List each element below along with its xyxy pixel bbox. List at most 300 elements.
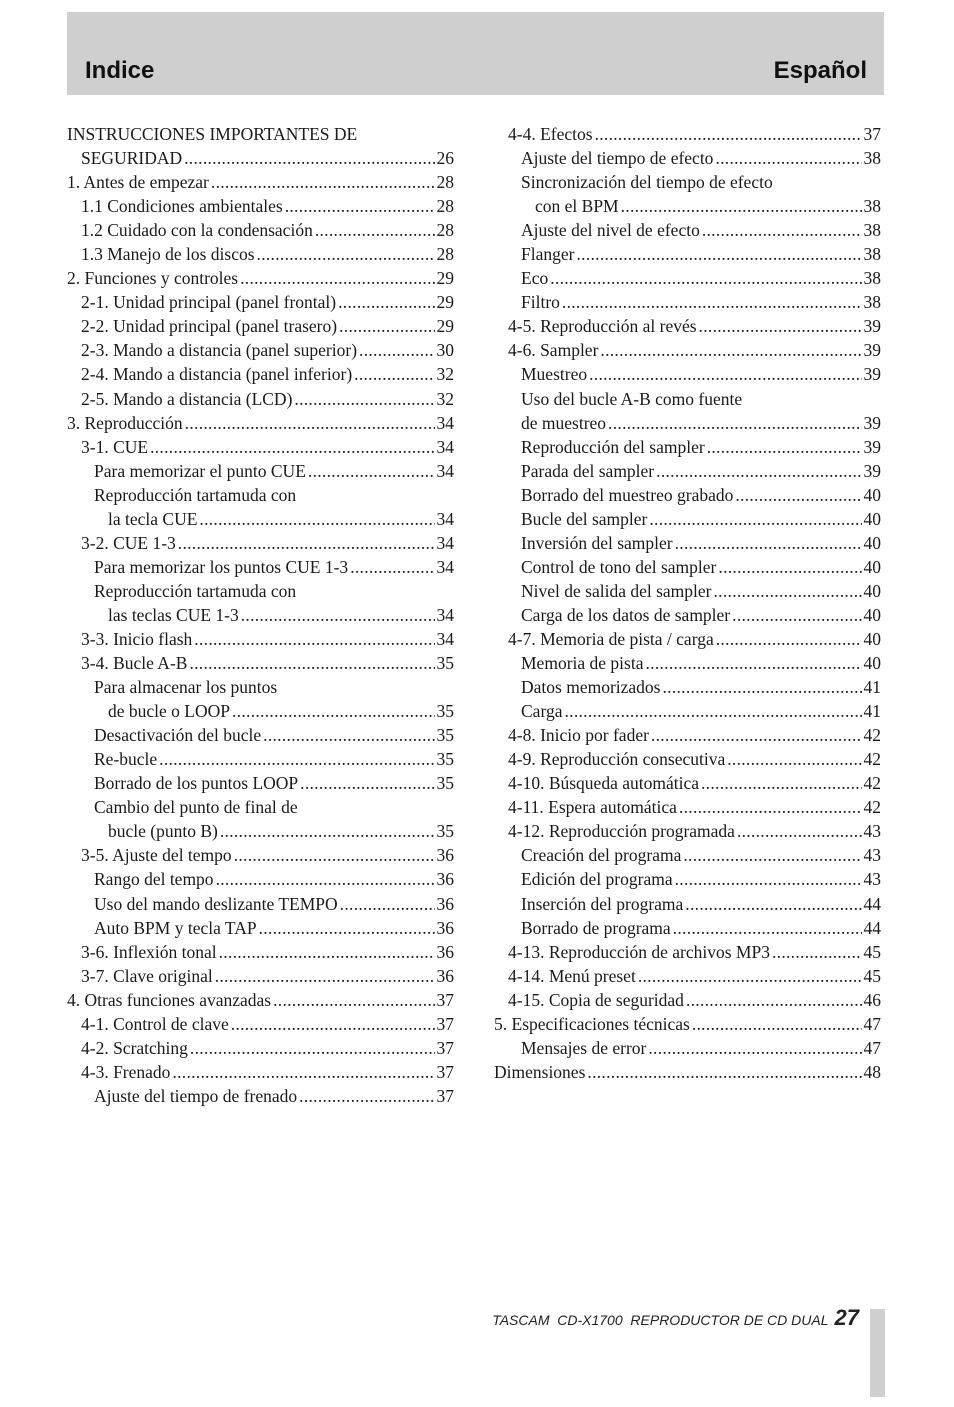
toc-entry-label: 2-2. Unidad principal (panel trasero) <box>81 316 338 337</box>
toc-dot-leader <box>159 747 434 771</box>
toc-entry-page: 37 <box>436 1061 454 1082</box>
toc-entry <box>67 771 454 795</box>
toc-dot-leader <box>189 651 434 675</box>
toc-entry-label: Creación del programa <box>521 845 682 866</box>
toc-entry-page: 32 <box>436 364 454 385</box>
toc-entry-page: 40 <box>863 508 881 529</box>
toc-entry-page: 35 <box>436 701 454 722</box>
toc-dot-leader <box>737 819 862 843</box>
toc-entry-label: Carga de los datos de sampler <box>521 604 731 625</box>
toc-entry <box>494 940 881 964</box>
toc-dot-leader <box>656 459 861 483</box>
toc-entry-label: Borrado de los puntos LOOP <box>94 773 299 794</box>
toc-entry <box>67 819 454 843</box>
toc-entry-page: 40 <box>863 556 881 577</box>
toc-entry <box>67 362 454 386</box>
toc-entry-label: de bucle o LOOP <box>108 701 230 722</box>
toc-entry <box>494 867 881 891</box>
toc-entry-label: la tecla CUE <box>108 508 198 529</box>
toc-dot-leader <box>550 266 861 290</box>
toc-dot-leader <box>727 747 861 771</box>
toc-entry <box>67 675 454 699</box>
toc-dot-leader <box>215 964 435 988</box>
toc-entry-label: 4-9. Reproducción consecutiva <box>508 749 726 770</box>
toc-entry <box>494 627 881 651</box>
toc-dot-leader <box>651 723 862 747</box>
toc-entry-label: 3-4. Bucle A-B <box>81 653 188 674</box>
toc-entry-page: 40 <box>863 532 881 553</box>
toc-entry-label: 4. Otras funciones avanzadas <box>67 989 272 1010</box>
toc-entry-page: 41 <box>863 701 881 722</box>
toc-dot-leader <box>662 675 861 699</box>
toc-entry-label: Mensajes de error <box>521 1037 647 1058</box>
toc-entry-label: 3-2. CUE 1-3 <box>81 532 176 553</box>
toc-entry <box>67 507 454 531</box>
toc-entry-label: 2-4. Mando a distancia (panel inferior) <box>81 364 353 385</box>
toc-entry <box>494 579 881 603</box>
toc-dot-leader <box>315 218 435 242</box>
toc-entry <box>67 627 454 651</box>
toc-dot-leader <box>232 699 435 723</box>
header-title-indice: Indice <box>85 57 155 84</box>
toc-dot-leader <box>194 627 434 651</box>
toc-entry <box>494 603 881 627</box>
toc-entry <box>494 194 881 218</box>
toc-entry <box>494 266 881 290</box>
toc-entry-page: 29 <box>436 292 454 313</box>
toc-entry-label: 3-7. Clave original <box>81 965 213 986</box>
toc-dot-leader <box>220 819 435 843</box>
toc-entry <box>494 1012 881 1036</box>
toc-entry-page: 38 <box>863 196 881 217</box>
toc-dot-leader <box>184 146 434 170</box>
toc-entry-label: 1.1 Condiciones ambientales <box>81 196 283 217</box>
toc-dot-leader <box>718 555 861 579</box>
toc-entry-page: 39 <box>863 412 881 433</box>
toc-entry <box>67 699 454 723</box>
toc-entry-label: 4-13. Reproducción de archivos MP3 <box>508 941 770 962</box>
toc-entry-page: 30 <box>436 340 454 361</box>
toc-entry <box>494 916 881 940</box>
toc-entry <box>67 603 454 627</box>
toc-entry <box>494 795 881 819</box>
toc-entry <box>494 1036 881 1060</box>
toc-entry-page: 37 <box>436 1085 454 1106</box>
toc-dot-leader <box>340 892 435 916</box>
toc-entry <box>494 843 881 867</box>
toc-entry-page: 37 <box>436 989 454 1010</box>
toc-dot-leader <box>673 916 862 940</box>
toc-entry <box>67 651 454 675</box>
toc-entry-page: 35 <box>436 653 454 674</box>
toc-entry <box>67 1012 454 1036</box>
toc-entry <box>494 675 881 699</box>
toc-column-right <box>494 122 881 1084</box>
toc-dot-leader <box>190 1036 435 1060</box>
toc-entry-page: 35 <box>436 725 454 746</box>
toc-dot-leader <box>150 435 434 459</box>
toc-entry-label: Ajuste del tiempo de frenado <box>94 1085 298 1106</box>
toc-entry-label: Borrado del muestreo grabado <box>521 484 734 505</box>
toc-dot-leader <box>338 290 434 314</box>
toc-entry-page: 47 <box>863 1037 881 1058</box>
toc-entry-label: Nivel de salida del sampler <box>521 580 712 601</box>
toc-entry-label: Parada del sampler <box>521 460 655 481</box>
toc-entry <box>67 459 454 483</box>
toc-entry-label: 4-6. Sampler <box>508 340 599 361</box>
toc-entry <box>494 387 881 411</box>
toc-entry <box>494 819 881 843</box>
toc-entry-label: Uso del bucle A-B como fuente <box>521 388 743 409</box>
toc-entry-label: Inserción del programa <box>521 893 684 914</box>
toc-dot-leader <box>273 988 434 1012</box>
toc-entry <box>67 483 454 507</box>
toc-dot-leader <box>263 723 434 747</box>
toc-entry-label: de muestreo <box>521 412 607 433</box>
toc-entry <box>67 122 454 146</box>
toc-dot-leader <box>648 1036 861 1060</box>
toc-entry-label: 4-2. Scratching <box>81 1037 188 1058</box>
toc-dot-leader <box>219 940 435 964</box>
toc-entry-page: 42 <box>863 797 881 818</box>
page-footer <box>492 1305 859 1331</box>
toc-dot-leader <box>715 146 861 170</box>
toc-entry <box>67 338 454 362</box>
toc-entry <box>67 531 454 555</box>
toc-dot-leader <box>564 699 861 723</box>
toc-entry-page: 41 <box>863 677 881 698</box>
toc-dot-leader <box>600 338 861 362</box>
toc-entry-label: 4-12. Reproducción programada <box>508 821 735 842</box>
toc-dot-leader <box>701 771 862 795</box>
toc-entry-page: 32 <box>436 388 454 409</box>
toc-entry-label: Para almacenar los puntos <box>94 677 278 698</box>
toc-entry-label: Reproducción tartamuda con <box>94 484 297 505</box>
toc-entry <box>494 699 881 723</box>
toc-entry-label: 2-1. Unidad principal (panel frontal) <box>81 292 337 313</box>
toc-dot-leader <box>683 843 861 867</box>
toc-dot-leader <box>234 843 435 867</box>
toc-dot-leader <box>732 603 861 627</box>
toc-dot-leader <box>308 459 435 483</box>
toc-entry <box>494 988 881 1012</box>
toc-entry-label: Para memorizar los puntos CUE 1-3 <box>94 556 349 577</box>
toc-entry-label: 3-3. Inicio flash <box>81 628 193 649</box>
toc-dot-leader <box>702 218 862 242</box>
toc-entry <box>494 747 881 771</box>
toc-entry-page: 34 <box>436 604 454 625</box>
toc-entry-page: 38 <box>863 244 881 265</box>
toc-dot-leader <box>199 507 434 531</box>
toc-entry-page: 40 <box>863 628 881 649</box>
toc-entry-label: 4-10. Búsqueda automática <box>508 773 699 794</box>
toc-entry-page: 39 <box>863 340 881 361</box>
toc-entry-page: 35 <box>436 773 454 794</box>
toc-entry <box>67 555 454 579</box>
toc-entry-page: 39 <box>863 436 881 457</box>
toc-entry <box>494 1060 881 1084</box>
toc-dot-leader <box>714 579 862 603</box>
toc-entry <box>67 1084 454 1108</box>
toc-entry-label: Rango del tempo <box>94 869 214 890</box>
toc-entry-label: bucle (punto B) <box>108 821 218 842</box>
toc-dot-leader <box>299 1084 434 1108</box>
toc-entry <box>494 170 881 194</box>
toc-entry-page: 36 <box>436 845 454 866</box>
toc-entry <box>494 122 881 146</box>
toc-entry-label: Borrado de programa <box>521 917 671 938</box>
toc-entry <box>67 747 454 771</box>
toc-entry-page: 43 <box>863 845 881 866</box>
toc-entry-page: 39 <box>863 460 881 481</box>
toc-entry-label: 4-15. Copia de seguridad <box>508 989 684 1010</box>
toc-entry-label: Filtro <box>521 292 560 313</box>
toc-entry-label: 3-6. Inflexión tonal <box>81 941 217 962</box>
toc-entry-page: 40 <box>863 580 881 601</box>
toc-dot-leader <box>595 122 862 146</box>
toc-entry <box>494 964 881 988</box>
toc-entry <box>494 338 881 362</box>
toc-entry-label: 1. Antes de empezar <box>67 172 209 193</box>
toc-entry-page: 37 <box>436 1037 454 1058</box>
toc-entry <box>494 146 881 170</box>
toc-dot-leader <box>216 867 435 891</box>
toc-entry-label: 4-8. Inicio por fader <box>508 725 649 746</box>
toc-dot-leader <box>645 651 861 675</box>
toc-entry <box>494 242 881 266</box>
toc-entry-label: Ajuste del nivel de efecto <box>521 220 700 241</box>
toc-entry <box>494 723 881 747</box>
toc-entry <box>494 651 881 675</box>
toc-entry <box>67 170 454 194</box>
toc-dot-leader <box>772 940 862 964</box>
toc-entry-page: 34 <box>436 556 454 577</box>
toc-dot-leader <box>294 387 434 411</box>
toc-entry <box>494 362 881 386</box>
toc-entry <box>67 988 454 1012</box>
toc-entry-page: 34 <box>436 460 454 481</box>
toc-entry-page: 38 <box>863 220 881 241</box>
toc-entry <box>67 146 454 170</box>
toc-entry-label: Eco <box>521 268 549 289</box>
toc-column-left <box>67 122 454 1108</box>
toc-entry-page: 40 <box>863 484 881 505</box>
toc-entry-page: 35 <box>436 821 454 842</box>
toc-entry <box>494 290 881 314</box>
toc-entry-page: 44 <box>863 917 881 938</box>
toc-entry-label: Bucle del sampler <box>521 508 648 529</box>
toc-entry-page: 38 <box>863 148 881 169</box>
toc-dot-leader <box>259 916 435 940</box>
toc-entry-page: 29 <box>436 316 454 337</box>
toc-entry <box>67 916 454 940</box>
toc-entry-page: 46 <box>863 989 881 1010</box>
toc-dot-leader <box>621 194 862 218</box>
page-number: 27 <box>834 1305 859 1330</box>
toc-entry-page: 44 <box>863 893 881 914</box>
footer-product-text: TASCAM CD-X1700 REPRODUCTOR DE CD DUAL <box>492 1312 829 1328</box>
toc-dot-leader <box>231 1012 435 1036</box>
toc-entry-label: Sincronización del tiempo de efecto <box>521 172 773 193</box>
toc-entry-page: 34 <box>436 532 454 553</box>
toc-entry-label: 1.3 Manejo de los discos <box>81 244 255 265</box>
toc-entry-label: 5. Especificaciones técnicas <box>494 1013 690 1034</box>
toc-dot-leader <box>354 362 434 386</box>
toc-entry-page: 28 <box>436 244 454 265</box>
toc-entry-label: Dimensiones <box>494 1061 586 1082</box>
toc-entry-page: 42 <box>863 725 881 746</box>
toc-entry-page: 37 <box>863 124 881 144</box>
toc-entry <box>494 459 881 483</box>
toc-dot-leader <box>576 242 861 266</box>
toc-entry-page: 47 <box>863 1013 881 1034</box>
toc-entry-page: 36 <box>436 893 454 914</box>
toc-entry-page: 43 <box>863 821 881 842</box>
toc-dot-leader <box>638 964 862 988</box>
toc-entry-label: 4-14. Menú preset <box>508 965 636 986</box>
toc-entry-page: 36 <box>436 941 454 962</box>
toc-dot-leader <box>257 242 435 266</box>
toc-entry <box>67 411 454 435</box>
toc-dot-leader <box>608 411 861 435</box>
toc-entry <box>494 435 881 459</box>
toc-entry-label: 3-5. Ajuste del tempo <box>81 845 232 866</box>
toc-dot-leader <box>359 338 434 362</box>
toc-dot-leader <box>300 771 434 795</box>
toc-entry-label: Auto BPM y tecla TAP <box>94 917 257 938</box>
toc-dot-leader <box>589 362 861 386</box>
toc-dot-leader <box>686 988 862 1012</box>
toc-entry-label: 2. Funciones y controles <box>67 268 239 289</box>
toc-entry <box>494 892 881 916</box>
toc-entry-page: 34 <box>436 436 454 457</box>
toc-entry-label: 2-3. Mando a distancia (panel superior) <box>81 340 358 361</box>
page-edge-tab <box>870 1309 885 1397</box>
toc-dot-leader <box>350 555 434 579</box>
toc-entry-label: Carga <box>521 701 563 722</box>
toc-entry-label: 3-1. CUE <box>81 436 149 457</box>
toc-dot-leader <box>675 867 862 891</box>
toc-dot-leader <box>562 290 862 314</box>
toc-dot-leader <box>240 266 434 290</box>
toc-entry-label: Reproducción tartamuda con <box>94 580 297 601</box>
toc-entry-label: Edición del programa <box>521 869 673 890</box>
toc-entry-label: Inversión del sampler <box>521 532 673 553</box>
toc-entry-label: INSTRUCCIONES IMPORTANTES DE <box>67 124 358 144</box>
toc-entry-label: Desactivación del bucle <box>94 725 262 746</box>
toc-entry-label: Reproducción del sampler <box>521 436 705 457</box>
toc-entry <box>494 314 881 338</box>
toc-dot-leader <box>649 507 861 531</box>
toc-entry-label: 4-11. Espera automática <box>508 797 677 818</box>
toc-entry-label: 4-7. Memoria de pista / carga <box>508 628 714 649</box>
toc-entry-label: 1.2 Cuidado con la condensación <box>81 220 313 241</box>
toc-dot-leader <box>685 892 861 916</box>
toc-dot-leader <box>716 627 862 651</box>
toc-entry-label: Memoria de pista <box>521 653 644 674</box>
toc-entry <box>67 314 454 338</box>
toc-entry-page: 45 <box>863 965 881 986</box>
toc-entry <box>67 723 454 747</box>
toc-entry-label: 4-5. Reproducción al revés <box>508 316 697 337</box>
toc-entry-page: 34 <box>436 628 454 649</box>
toc-entry <box>67 964 454 988</box>
toc-entry <box>67 867 454 891</box>
toc-entry-page: 39 <box>863 316 881 337</box>
toc-entry <box>67 892 454 916</box>
toc-dot-leader <box>699 314 862 338</box>
toc-entry <box>67 435 454 459</box>
toc-entry-label: Para memorizar el punto CUE <box>94 460 306 481</box>
toc-entry <box>67 266 454 290</box>
toc-entry-page: 39 <box>863 364 881 385</box>
toc-dot-leader <box>285 194 435 218</box>
toc-entry-page: 28 <box>436 196 454 217</box>
toc-entry-page: 36 <box>436 869 454 890</box>
toc-entry-page: 40 <box>863 604 881 625</box>
toc-entry <box>67 218 454 242</box>
toc-entry <box>494 507 881 531</box>
toc-entry-page: 34 <box>436 508 454 529</box>
toc-entry-page: 36 <box>436 965 454 986</box>
toc-entry <box>67 1036 454 1060</box>
toc-entry-label: Flanger <box>521 244 575 265</box>
toc-dot-leader <box>211 170 435 194</box>
toc-entry-page: 43 <box>863 869 881 890</box>
toc-entry <box>494 411 881 435</box>
toc-dot-leader <box>679 795 862 819</box>
toc-entry <box>67 579 454 603</box>
toc-entry-label: las teclas CUE 1-3 <box>108 604 239 625</box>
toc-dot-leader <box>675 531 862 555</box>
toc-entry-label: Cambio del punto de final de <box>94 797 298 818</box>
toc-entry-page: 28 <box>436 220 454 241</box>
toc-entry-label: Re-bucle <box>94 749 158 770</box>
toc-dot-leader <box>735 483 861 507</box>
toc-entry <box>67 290 454 314</box>
toc-entry <box>494 483 881 507</box>
toc-entry-label: 4-3. Frenado <box>81 1061 171 1082</box>
toc-dot-leader <box>241 603 435 627</box>
toc-entry-page: 36 <box>436 917 454 938</box>
toc-entry <box>67 387 454 411</box>
toc-entry-label: 4-4. Efectos <box>508 124 593 144</box>
toc-entry-label: Muestreo <box>521 364 588 385</box>
toc-dot-leader <box>707 435 862 459</box>
toc-entry <box>67 1060 454 1084</box>
toc-entry-page: 35 <box>436 749 454 770</box>
toc-entry-page: 38 <box>863 292 881 313</box>
toc-entry-label: Ajuste del tiempo de efecto <box>521 148 714 169</box>
toc-entry <box>67 242 454 266</box>
toc-dot-leader <box>178 531 435 555</box>
toc-entry-label: Uso del mando deslizante TEMPO <box>94 893 338 914</box>
page-header <box>67 12 884 95</box>
toc-entry-label: SEGURIDAD <box>81 148 183 169</box>
toc-entry-page: 37 <box>436 1013 454 1034</box>
toc-entry-page: 42 <box>863 749 881 770</box>
toc-entry <box>67 194 454 218</box>
toc-entry-label: con el BPM <box>535 196 619 217</box>
toc-entry-label: 4-1. Control de clave <box>81 1013 229 1034</box>
toc-entry <box>494 555 881 579</box>
toc-entry-page: 45 <box>863 941 881 962</box>
toc-dot-leader <box>339 314 434 338</box>
toc-entry-label: 3. Reproducción <box>67 412 183 433</box>
toc-entry <box>494 531 881 555</box>
toc-dot-leader <box>692 1012 862 1036</box>
header-language: Español <box>773 57 867 84</box>
